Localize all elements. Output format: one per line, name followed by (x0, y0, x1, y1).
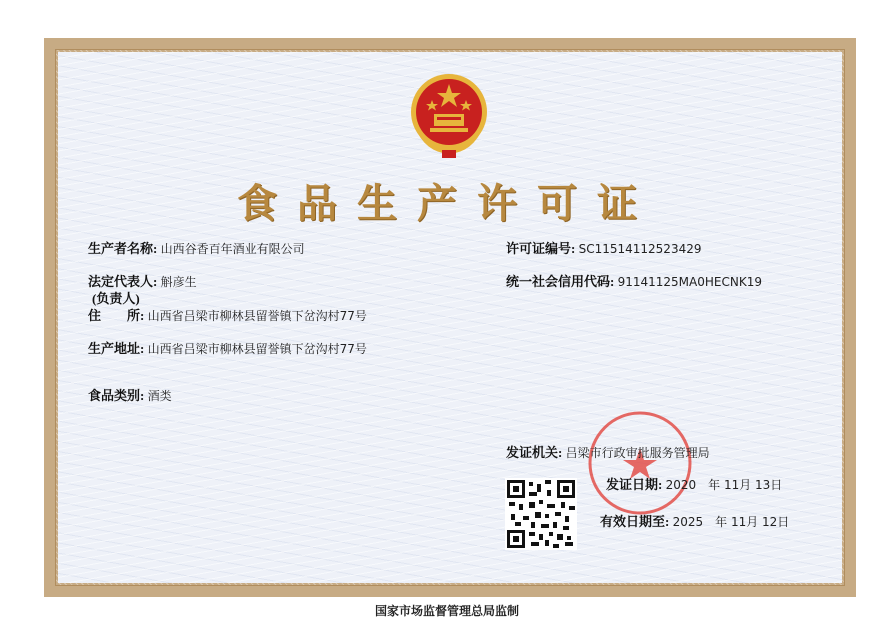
production-site-row (88, 338, 367, 357)
legal-rep-label: 法定代表人: (88, 274, 158, 289)
producer-name-value: 山西谷香百年酒业有限公司 (160, 242, 305, 256)
producer-name-row (88, 238, 305, 257)
license-number-row (506, 238, 701, 257)
legal-rep-sub-label: (负责人) (92, 291, 140, 306)
qr-code (505, 478, 577, 550)
issue-date-label: 发证日期: (606, 477, 663, 492)
production-site-label: 生产地址: (88, 341, 145, 356)
official-seal-icon (585, 408, 695, 518)
credit-code-label: 统一社会信用代码: (506, 274, 615, 289)
qr-code-icon (505, 478, 577, 550)
issuer-row (506, 442, 710, 461)
producer-name-label: 生产者名称: (88, 241, 158, 256)
issuer-value: 吕梁市行政审批服务管理局 (565, 446, 710, 460)
legal-rep-value: 斛彦生 (160, 275, 197, 289)
national-emblem-icon (404, 70, 494, 160)
supervisor-footer: 国家市场监督管理总局监制 (374, 604, 519, 618)
address-value: 山西省吕梁市柳林县留誉镇下岔沟村77号 (147, 309, 367, 323)
expiry-date-row (600, 511, 789, 530)
license-number-label: 许可证编号: (506, 241, 576, 256)
expiry-date-value: 2025 年 11月 12日 (672, 515, 790, 529)
production-site-value: 山西省吕梁市柳林县留誉镇下岔沟村77号 (147, 342, 367, 356)
food-category-value: 酒类 (147, 389, 172, 403)
food-category-row (88, 385, 172, 404)
certificate-title: 食品生产许可证 (237, 180, 657, 227)
food-category-label: 食品类别: (88, 388, 145, 403)
issue-date-value: 2020 年 11月 13日 (665, 478, 783, 492)
credit-code-value: 91141125MA0HECNK19 (617, 275, 762, 289)
license-number-value: SC11514112523429 (578, 242, 702, 256)
address-row (88, 305, 367, 324)
address-label: 住 所: (88, 308, 145, 323)
issue-date-row (606, 474, 782, 493)
expiry-date-label: 有效日期至: (600, 514, 670, 529)
credit-code-row (506, 271, 762, 290)
issuer-label: 发证机关: (506, 445, 563, 460)
